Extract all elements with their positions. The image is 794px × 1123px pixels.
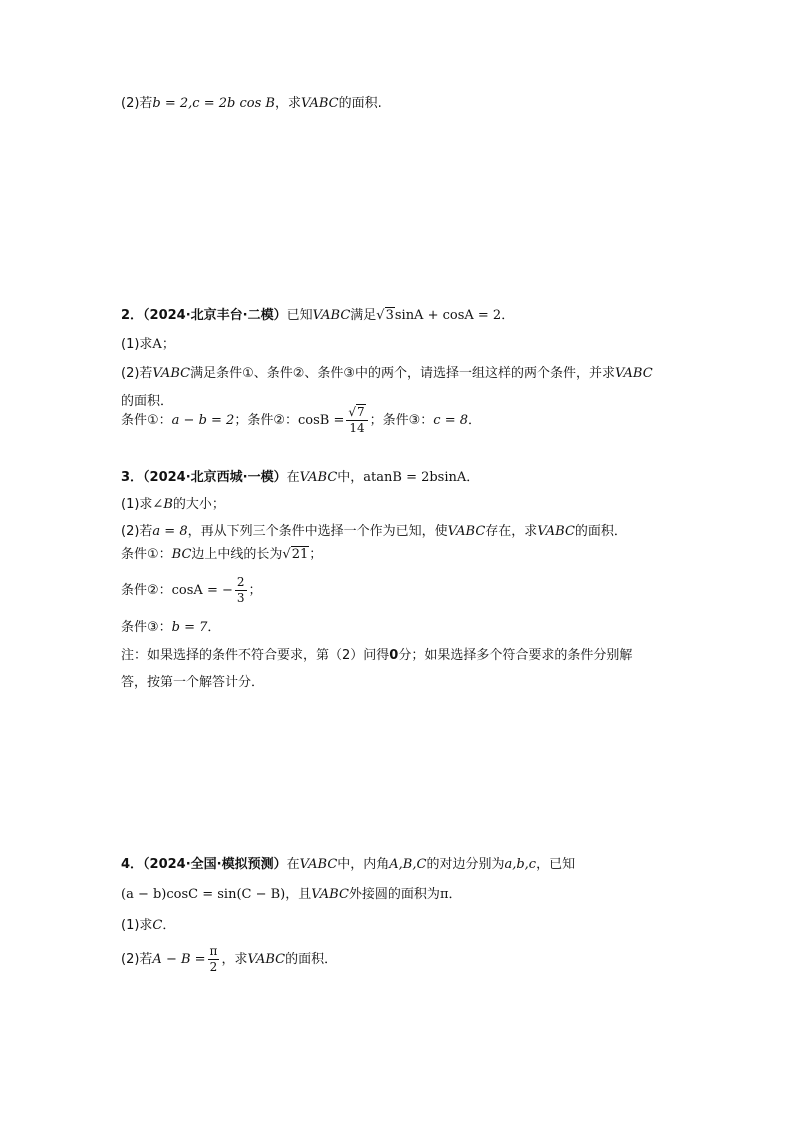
q2-part2-line1	[121, 366, 653, 382]
q3-expr: atanB = 2bsinA	[363, 470, 467, 485]
q2-sqrt-arg: 3	[385, 308, 394, 323]
q2-cond2-denominator: 14	[349, 421, 365, 435]
q4-line2-triangle: VABC	[311, 887, 349, 902]
q3-cond1-label: 条件①：	[121, 547, 172, 562]
q4-text-2: 中，内角	[337, 857, 390, 872]
q3-part2-math: a = 8	[152, 524, 188, 539]
q4-sides: a,b,c	[504, 857, 537, 872]
q2-cond-end: ．	[468, 413, 482, 428]
q4-line2-end: ．	[448, 887, 462, 902]
q4-part2-numerator: π	[209, 944, 218, 958]
q4-text-3: 的对边分别为	[426, 857, 505, 872]
q4-part2-c: 的面积．	[285, 952, 338, 967]
q3-cond1-bc: BC	[171, 547, 192, 562]
q3-part1-label: (1)求	[121, 497, 153, 512]
q2-part2-triangle-2: VABC	[615, 366, 653, 381]
q4-part2-denominator: 2	[209, 960, 218, 974]
q2-number: 2．	[121, 308, 144, 323]
q2-cond2-fraction: $\frac{√7}{14}$	[346, 406, 367, 435]
q4-angles: A,B,C	[389, 857, 427, 872]
q4-part1	[121, 918, 175, 934]
q3-text-2: 中，	[337, 470, 364, 485]
q3-part1-end: 的大小；	[172, 497, 225, 512]
q3-part2-c: 存在，求	[485, 524, 538, 539]
q3-part2-triangle: VABC	[447, 524, 486, 539]
q2-end: ．	[501, 308, 515, 323]
q4-line2	[121, 887, 462, 903]
q4-line2-a: ，且	[285, 887, 312, 902]
q3-part1	[121, 497, 225, 513]
q4-text-4: ，已知	[536, 857, 576, 872]
q2-text-1: 已知	[286, 308, 313, 323]
q2-stem	[121, 308, 514, 324]
q2-cond3-math: c = 8	[433, 413, 469, 428]
q1-part2	[121, 96, 382, 112]
q2-part1-label: (1)求	[121, 337, 153, 352]
q3-cond2-denominator: 3	[236, 591, 245, 605]
q3-cond1-sqrt-arg: 21	[291, 547, 309, 562]
q3-note-zero: 0	[389, 648, 399, 663]
q2-sqrt: √3	[376, 308, 394, 323]
q3-part2	[121, 524, 627, 540]
q1-part2-mid: ，求	[274, 96, 301, 111]
q4-part2-a: (2)若	[121, 952, 153, 967]
q3-cond2	[121, 576, 262, 606]
q1-part2-math: b = 2,c = 2b cos B	[152, 96, 275, 111]
q2-text-2: 满足	[350, 308, 377, 323]
q3-cond2-math: cosA = −	[171, 583, 233, 598]
q4-line2-b: 外接圆的面积为	[348, 887, 440, 902]
q3-part2-d: 的面积．	[574, 524, 627, 539]
q2-triangle: VABC	[312, 308, 351, 323]
q2-conditions	[121, 406, 481, 436]
q4-part2	[121, 945, 337, 975]
q4-part1-end: ．	[162, 918, 176, 933]
q2-cond1-math: a − b = 2	[171, 413, 235, 428]
q3-end: ．	[466, 470, 480, 485]
q2-part1-end: ；	[161, 337, 175, 352]
q3-cond3	[121, 620, 220, 636]
q3-cond1	[121, 547, 322, 563]
q4-line2-pi: π	[439, 887, 449, 902]
q2-expr: sinA + cosA = 2	[394, 308, 502, 323]
q4-part2-b: ，求	[221, 952, 248, 967]
q2-part1-var: A	[152, 337, 162, 352]
q2-cond2-math: cosB =	[297, 413, 345, 428]
q1-part2-prefix: (2)若	[121, 96, 153, 111]
q2-part2-a: (2)若	[121, 366, 153, 381]
q3-cond2-numerator: 2	[236, 575, 245, 589]
q2-cond2-label: ；条件②：	[234, 413, 298, 428]
q3-part2-triangle-2: VABC	[537, 524, 575, 539]
q3-cond2-fraction	[235, 576, 247, 605]
q4-part1-label: (1)求	[121, 918, 153, 933]
q3-cond1-sqrt: √21	[282, 547, 309, 562]
q3-note-2: 答，按第一个解答计分．	[121, 675, 265, 690]
q4-part2-math: A − B =	[152, 952, 206, 967]
q2-cond3-label: ；条件③：	[369, 413, 434, 428]
q3-cond1-text: 边上中线的长为	[191, 547, 283, 562]
q3-note-line2	[121, 675, 264, 691]
q3-cond1-end: ；	[309, 547, 323, 562]
q3-stem	[121, 470, 479, 486]
q3-text-1: 在	[286, 470, 300, 485]
q3-part2-b: ，再从下列三个条件中选择一个作为已知，使	[187, 524, 448, 539]
q4-stem	[121, 857, 575, 873]
q3-cond2-label: 条件②：	[121, 583, 172, 598]
q2-cond1-label: 条件①：	[121, 413, 172, 428]
q1-part2-triangle: VABC	[300, 96, 339, 111]
q3-part2-a: (2)若	[121, 524, 153, 539]
q4-number: 4．	[121, 857, 144, 872]
q3-source: （2024·北京西城·一模）	[143, 470, 287, 485]
q2-part2-c: 的面积．	[121, 394, 174, 409]
q2-cond2-numerator: 7	[357, 405, 365, 419]
q4-part2-triangle: VABC	[247, 952, 286, 967]
q2-part2-triangle: VABC	[152, 366, 191, 381]
q2-part2-b: 满足条件①、条件②、条件③中的两个，请选择一组这样的两个条件，并求	[190, 366, 616, 381]
q4-part2-fraction	[208, 945, 220, 974]
q3-cond2-end: ；	[248, 583, 262, 598]
q4-condition-math: (a − b)cosC = sin(C − B)	[121, 887, 286, 902]
q4-text-1: 在	[286, 857, 300, 872]
q3-note-line1	[121, 648, 632, 664]
q4-source: （2024·全国·模拟预测）	[143, 857, 287, 872]
q3-triangle: VABC	[299, 470, 338, 485]
q3-note-c: 分；如果选择多个符合要求的条件分别解	[398, 648, 633, 663]
q3-number: 3．	[121, 470, 144, 485]
q4-triangle: VABC	[299, 857, 338, 872]
q2-part1	[121, 337, 175, 353]
q3-part1-angle: ∠B	[152, 497, 173, 512]
q3-cond3-label: 条件③：	[121, 620, 172, 635]
q2-source: （2024·北京丰台·二模）	[143, 308, 287, 323]
q3-cond3-end: ．	[207, 620, 221, 635]
q1-part2-suffix: 的面积.	[338, 96, 382, 111]
q3-cond3-math: b = 7	[171, 620, 208, 635]
q3-note-a: 注：如果选择的条件不符合要求，第（2）问得	[121, 648, 390, 663]
q4-part1-var: C	[152, 918, 163, 933]
